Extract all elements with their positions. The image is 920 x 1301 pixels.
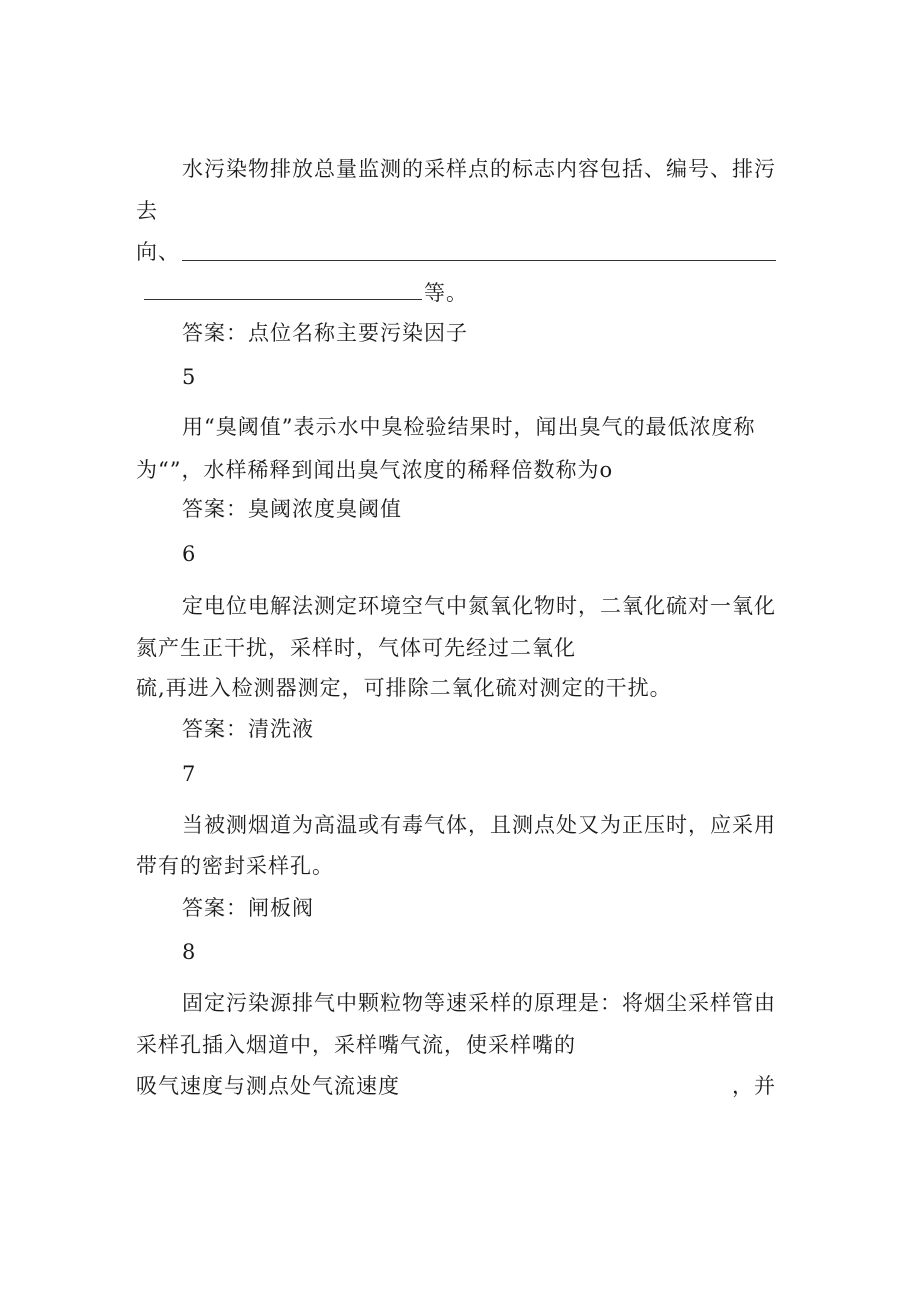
q6-text-line-3: 硫,再进入检测器测定，可排除二氧化硫对测定的干扰。 bbox=[136, 676, 672, 700]
q4-answer: 答案：点位名称主要污染因子 bbox=[182, 321, 468, 345]
q5-text-line-2: 为“”，水样稀释到闻出臭气浓度的稀释倍数称为o bbox=[136, 458, 614, 482]
q8-number: 8 bbox=[182, 940, 196, 964]
q7-text-line-1: 当被测烟道为高温或有毒气体，且测点处又为正压时，应采用 bbox=[182, 813, 776, 837]
q7-text-line-2: 带有的密封采样孔。 bbox=[136, 854, 334, 878]
q4-text-line-3: 向、 bbox=[136, 240, 180, 264]
q5-text-line-1: 用“臭阈值”表示水中臭检验结果时，闻出臭气的最低浓度称 bbox=[182, 415, 756, 439]
q6-text-line-2: 氮产生正干扰，采样时，气体可先经过二氧化 bbox=[136, 636, 576, 660]
q6-number: 6 bbox=[182, 542, 196, 566]
q4-text-line-1: 水污染物排放总量监测的采样点的标志内容包括、编号、排污 bbox=[182, 157, 776, 181]
q7-number: 7 bbox=[182, 762, 196, 786]
q8-text-line-3-right: ，并 bbox=[732, 1074, 776, 1098]
q8-text-line-3-left: 吸气速度与测点处气流速度 bbox=[136, 1074, 400, 1098]
q8-text-line-2: 采样孔插入烟道中，采样嘴气流，使采样嘴的 bbox=[136, 1033, 576, 1057]
q6-answer: 答案：清洗液 bbox=[182, 717, 314, 741]
q4-text-line-2: 去 bbox=[136, 199, 158, 223]
q4-answer-blank-2[interactable] bbox=[144, 299, 422, 300]
q4-text-line-4: 等。 bbox=[424, 281, 468, 305]
q7-answer: 答案：闸板阀 bbox=[182, 896, 314, 920]
q8-text-line-1: 固定污染源排气中颗粒物等速采样的原理是：将烟尘采样管由 bbox=[182, 991, 776, 1015]
q5-number: 5 bbox=[182, 365, 196, 389]
q5-answer: 答案：臭阈浓度臭阈值 bbox=[182, 497, 402, 521]
q6-text-line-1: 定电位电解法测定环境空气中氮氧化物时，二氧化硫对一氧化 bbox=[182, 594, 776, 618]
q4-answer-blank-1[interactable] bbox=[182, 260, 776, 261]
